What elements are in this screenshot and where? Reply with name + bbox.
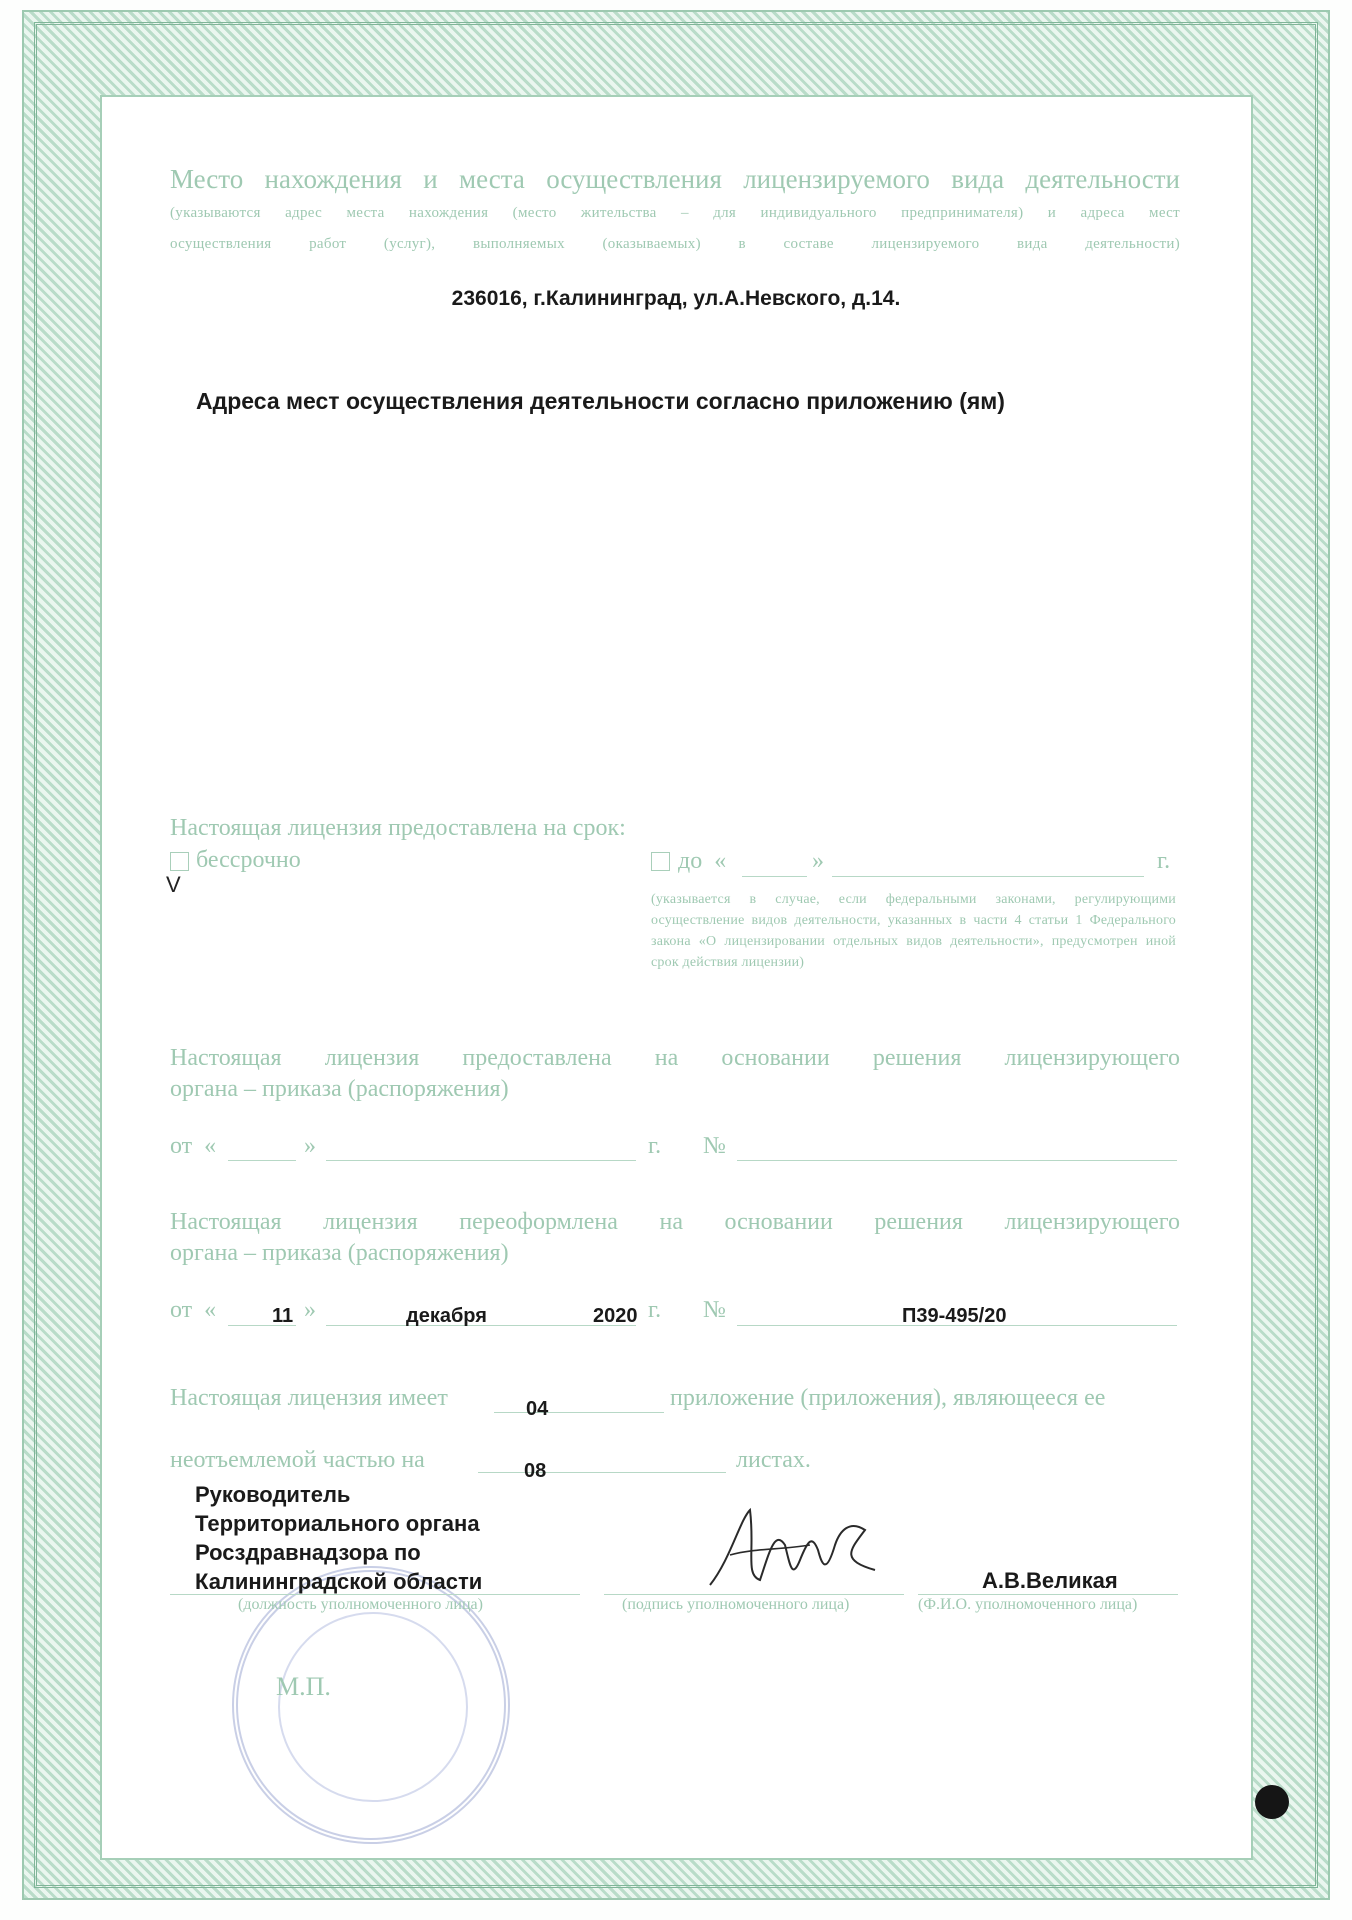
until-month-line <box>832 876 1144 877</box>
until-checkbox[interactable] <box>651 852 670 871</box>
position-line-2: Территориального органа <box>195 1511 480 1536</box>
punch-hole <box>1255 1785 1289 1819</box>
until-quote-close: » <box>812 848 824 874</box>
grant-from-label <box>170 1133 216 1160</box>
address-value: 236016, г.Калининград, ул.А.Невского, д.14. <box>451 287 901 310</box>
reissue-line1: Настоящая лицензия переоформлена на основании решения лицензирующего <box>170 1209 1180 1235</box>
grant-month-line <box>326 1160 636 1161</box>
appendix-line2-suffix: листах. <box>736 1447 811 1473</box>
grant-line2: органа – приказа (распоряжения) <box>170 1076 509 1102</box>
header-subtitle-line1: (указываются адрес места нахождения (место жительства – для индивидуального предпринимателя) и адреса мест <box>170 205 1180 221</box>
stamp-label: М.П. <box>276 1672 331 1701</box>
appendix-count-line <box>494 1412 664 1413</box>
grant-line1: Настоящая лицензия предоставлена на основании решения лицензирующего <box>170 1045 1180 1071</box>
reissue-year-suffix: г. <box>648 1297 662 1323</box>
perpetual-label: бессрочно <box>196 847 301 873</box>
position-line-1: Руководитель <box>195 1482 351 1507</box>
reissue-line2: органа – приказа (распоряжения) <box>170 1240 509 1266</box>
term-label: Настоящая лицензия предоставлена на срок: <box>170 815 626 841</box>
from-text: от <box>170 1297 193 1323</box>
grant-number-label: № <box>703 1133 726 1159</box>
appendix-line2-prefix: неотъемлемой частью на <box>170 1447 425 1473</box>
until-year-suffix: г. <box>1157 848 1171 874</box>
sign-line <box>604 1594 904 1595</box>
grant-quote-close: » <box>304 1133 316 1159</box>
places-note: Адреса мест осуществления деятельности согласно приложению (ям) <box>196 388 1005 414</box>
reissue-month: декабря <box>406 1305 487 1327</box>
handwritten-signature <box>700 1490 890 1600</box>
grant-text <box>170 1043 1180 1105</box>
grant-number-line <box>737 1160 1177 1161</box>
quote-open: « <box>714 848 727 874</box>
quote-open: « <box>204 1133 217 1159</box>
appendix-sheets: 08 <box>524 1460 547 1482</box>
reissue-quote-close: » <box>304 1297 316 1323</box>
appendix-count: 04 <box>526 1398 549 1420</box>
name-caption: (Ф.И.О. уполномоченного лица) <box>918 1596 1138 1613</box>
check-mark: V <box>166 872 181 897</box>
until-label <box>678 848 726 875</box>
signatory-name: А.В.Великая <box>982 1568 1118 1593</box>
signatory-position <box>195 1480 482 1596</box>
perpetual-checkbox[interactable] <box>170 852 189 871</box>
appendix-prefix: Настоящая лицензия имеет <box>170 1385 448 1411</box>
header-subtitle-line2: осуществления работ (услуг), выполняемых (оказываемых) в составе лицензируемого вида деятельности) <box>170 236 1180 252</box>
position-line-4: Калининградской области <box>195 1569 483 1594</box>
reissue-day: 11 <box>272 1305 294 1327</box>
appendix-sheets-line <box>478 1472 726 1473</box>
reissue-year: 2020 <box>593 1305 638 1327</box>
sign-caption: (подпись уполномоченного лица) <box>622 1596 850 1613</box>
grant-year-suffix: г. <box>648 1133 662 1159</box>
name-line <box>918 1594 1178 1595</box>
reissue-number-label: № <box>703 1297 726 1323</box>
term-note: (указывается в случае, если федеральными законами, регулирующими осуществление видов деятельности, указанных в части 4 статьи 1 Федерального закона «О лицензировании отдельных видов деятельности», предусмотрен иной срок действия лицензии) <box>651 892 1176 970</box>
appendix-suffix: приложение (приложения), являющееся ее <box>670 1385 1106 1411</box>
position-line <box>170 1594 580 1595</box>
position-line-3: Росздравнадзора по <box>195 1540 421 1565</box>
until-day-line <box>742 876 807 877</box>
quote-open: « <box>204 1297 217 1323</box>
reissue-text <box>170 1207 1180 1269</box>
from-text: от <box>170 1133 193 1159</box>
reissue-number: П39-495/20 <box>902 1305 1007 1327</box>
until-prefix: до <box>678 848 703 874</box>
grant-day-line <box>228 1160 296 1161</box>
reissue-from-label <box>170 1297 216 1324</box>
position-caption: (должность уполномоченного лица) <box>238 1596 483 1613</box>
header-title: Место нахождения и места осуществления лицензируемого вида деятельности <box>170 164 1180 194</box>
